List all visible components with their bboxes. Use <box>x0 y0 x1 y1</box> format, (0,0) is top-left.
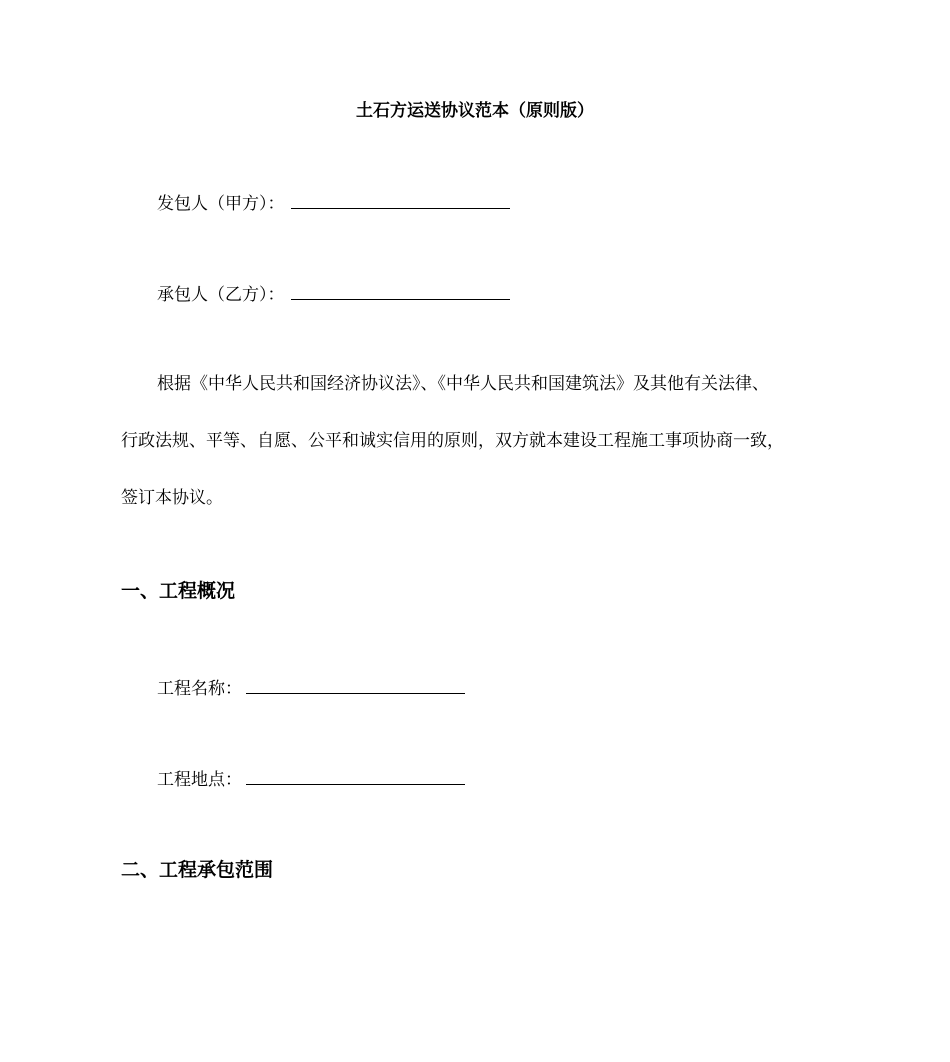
section-heading-2: 二、工程承包范围 <box>121 859 274 881</box>
party-a-blank <box>291 190 510 209</box>
party-a-label: 发包人（甲方）： <box>157 194 285 214</box>
intro-line: 行政法规、平等、自愿、公平和诚实信用的原则，双方就本建设工程施工事项协商一致， <box>121 431 784 451</box>
party-a-field <box>157 190 510 217</box>
project-location-blank <box>246 766 465 785</box>
section-heading-1: 一、工程概况 <box>121 580 236 602</box>
intro-line: 签订本协议。 <box>121 488 223 508</box>
project-name-field <box>157 675 465 702</box>
project-name-blank <box>246 675 465 694</box>
party-b-label: 承包人（乙方）： <box>157 285 285 305</box>
project-name-label: 工程名称： <box>157 679 242 699</box>
project-location-label: 工程地点： <box>157 770 242 790</box>
party-b-blank <box>291 281 510 300</box>
project-location-field <box>157 766 465 793</box>
intro-paragraph <box>121 356 831 527</box>
intro-line: 根据《中华人民共和国经济协议法》、《中华人民共和国建筑法》及其他有关法律、 <box>157 374 769 394</box>
party-b-field <box>157 281 510 308</box>
document-title: 土石方运送协议范本（原则版） <box>356 101 594 121</box>
